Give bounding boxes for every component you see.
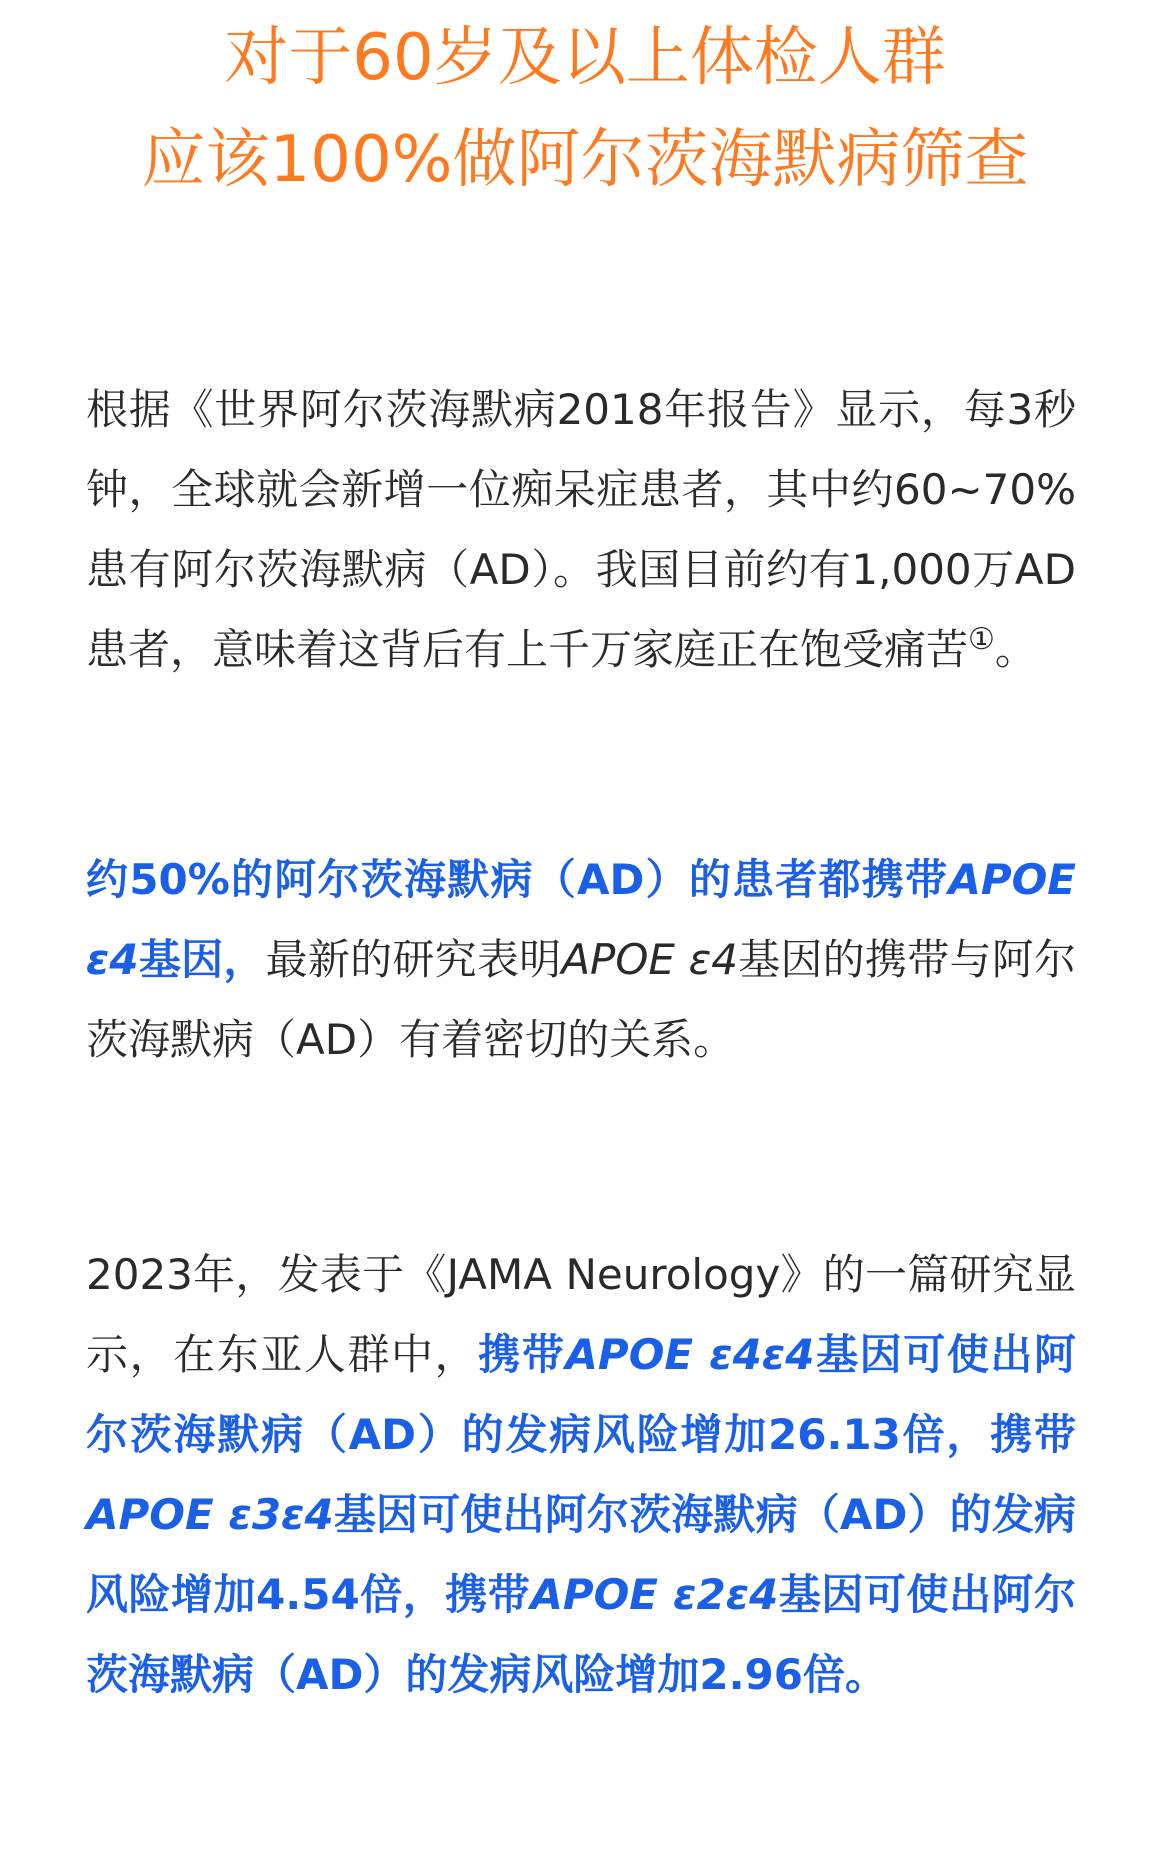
- research-text: 最新的研究表明: [265, 935, 562, 984]
- highlight-gene-e4e4: APOE ε4ε4: [565, 1330, 815, 1379]
- highlight-gene-suffix: 基因，: [138, 935, 266, 984]
- highlight-risk-3: 基因可使出阿尔茨海默病（AD）的发病风险增加2.96倍。: [86, 1570, 1076, 1699]
- headline-line-1: 对于60岁及以上体检人群: [224, 21, 946, 95]
- highlight-risk-1: 基因可使出阿尔茨海默病（AD）的发病风险增加26.13倍，携带: [86, 1330, 1076, 1459]
- gene-name: APOE ε4: [561, 935, 738, 984]
- report-text: 根据《世界阿尔茨海默病2018年报告》显示，每3秒钟，全球就会新增一位痴呆症患者，其中约60~70%患有阿尔茨海默病（AD）。我国目前约有1,000万AD患者，意味着这背后有上千万家庭正在饱受痛苦: [86, 385, 1076, 674]
- paragraph-jama-study: [86, 1235, 1076, 1715]
- footnote-marker[interactable]: ①: [968, 622, 995, 657]
- report-end: 。: [994, 625, 1037, 674]
- highlight-gene-e2e4: APOE ε2ε4: [530, 1570, 779, 1619]
- study-intro: 2023年，发表于《JAMA Neurology》的一篇研究显示，在东亚人群中，: [86, 1250, 1076, 1379]
- headline-line-2: 应该100%做阿尔茨海默病筛查: [141, 123, 1029, 197]
- highlight-risk-1-prefix: 携带: [478, 1330, 566, 1379]
- highlight-carrier-share: 约50%的阿尔茨海默病（AD）的患者都携带: [86, 855, 949, 904]
- research-text-end: 基因的携带与阿尔茨海默病（AD）有着密切的关系。: [86, 935, 1076, 1064]
- highlight-risk-2: 基因可使出阿尔茨海默病（AD）的发病风险增加4.54倍，携带: [86, 1490, 1076, 1619]
- highlight-gene-name: APOE ε4: [86, 855, 1076, 984]
- highlight-gene-e3e4: APOE ε3ε4: [86, 1490, 334, 1539]
- paragraph-report: [86, 370, 1076, 690]
- paragraph-apoe: [86, 840, 1076, 1080]
